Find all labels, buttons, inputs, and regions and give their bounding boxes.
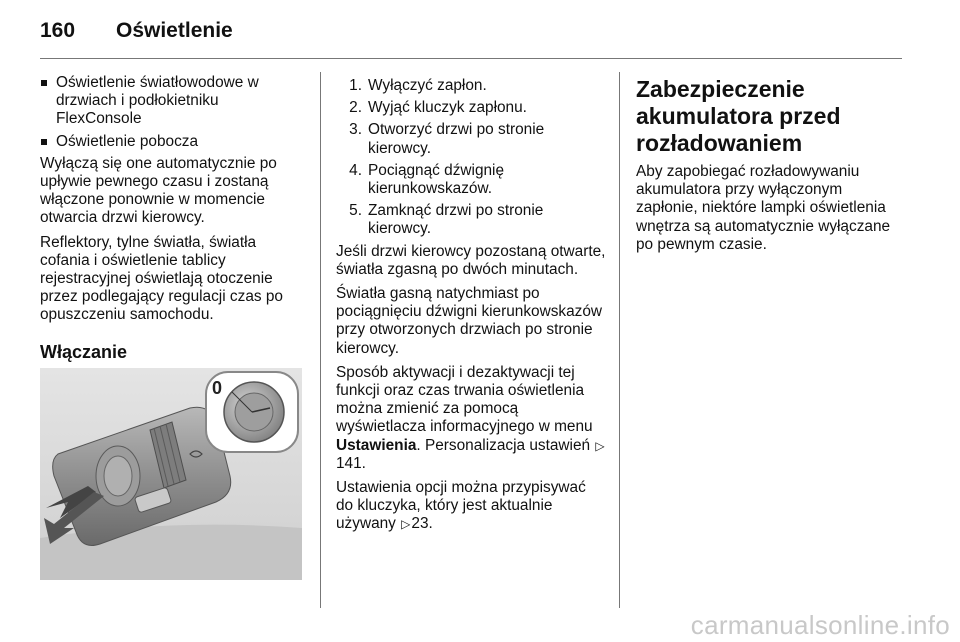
paragraph: Reflektory, tylne światła, światła cofania i oświetlenie tablicy rejestracyjnej oświetlają otoczenie przez podlegający regulacji czas po opuszczeniu samochodu.: [40, 233, 283, 324]
header-rule: [40, 58, 902, 59]
column-3: [636, 76, 902, 260]
watermark: carmanualsonline.info: [690, 610, 950, 640]
section-heading: Zabezpieczenie akumulatora przed rozładowaniem: [636, 76, 841, 156]
page-reference[interactable]: 23.: [411, 515, 433, 533]
inset-label: 0: [212, 378, 223, 398]
bullet-text: Oświetlenie światłowodowe w drzwiach i podłokietniku FlexConsole: [56, 74, 259, 128]
square-bullet-icon: [41, 80, 47, 86]
list-item: 4. Pociągnąć dźwignię kierunkowskazów.: [349, 161, 505, 198]
page-header: [40, 14, 233, 48]
steps-list: [336, 77, 606, 239]
turn-signal-lever-illustration: [40, 368, 302, 580]
paragraph: Aby zapobiegać rozładowywaniu akumulatora przy wyłączonym zapłonie, niektóre lampki oświetlenia wnętrza są automatycznie wyłączane po pewnym czasie.: [636, 163, 891, 253]
list-item: 1. Wyłączyć zapłon.: [349, 77, 487, 94]
paragraph: Jeśli drzwi kierowcy pozostaną otwarte, światła zgasną po dwóch minutach.: [336, 242, 606, 278]
paragraph: Ustawienia opcji można przypisywać do kluczyka, który jest aktualnie używany ▷23.: [336, 479, 586, 533]
page-reference[interactable]: 141.: [336, 454, 366, 472]
page-reference-icon: ▷: [401, 517, 411, 532]
list-item: 3. Otworzyć drzwi po stronie kierowcy.: [349, 121, 545, 157]
square-bullet-icon: [41, 139, 47, 145]
paragraph: Wyłączą się one automatycznie po upływie pewnego czasu i zostaną włączone ponownie w momencie otwarcia drzwi kierowcy.: [40, 154, 277, 227]
bullet-text: Oświetlenie pobocza: [56, 132, 199, 150]
column-divider-1: [320, 72, 321, 608]
paragraph: Światła gasną natychmiast po pociągnięciu dźwigni kierunkowskazów przy otworzonych drzwiach po stronie kierowcy.: [336, 285, 603, 357]
column-2: [336, 77, 606, 540]
section-heading: Włączanie: [40, 341, 128, 362]
list-item: 2. Wyjąć kluczyk zapłonu.: [349, 99, 527, 117]
column-1: [40, 74, 308, 361]
page-title: Oświetlenie: [116, 19, 233, 42]
menu-name: Ustawienia: [336, 436, 417, 454]
bullet-item: [40, 133, 308, 151]
paragraph: Sposób aktywacji i dezaktywacji tej funkcji oraz czas trwania oświetlenia można zmienić za pomocą wyświetlacza informacyjnego w menu Ustawienia. Personalizacja ustawień ▷141.: [336, 363, 605, 472]
page-reference-icon: ▷: [595, 438, 605, 453]
page-number: 160: [40, 19, 76, 42]
bullet-item: [40, 74, 308, 129]
list-item: 5. Zamknąć drzwi po stronie kierowcy.: [349, 202, 544, 238]
column-divider-2: [619, 72, 620, 608]
